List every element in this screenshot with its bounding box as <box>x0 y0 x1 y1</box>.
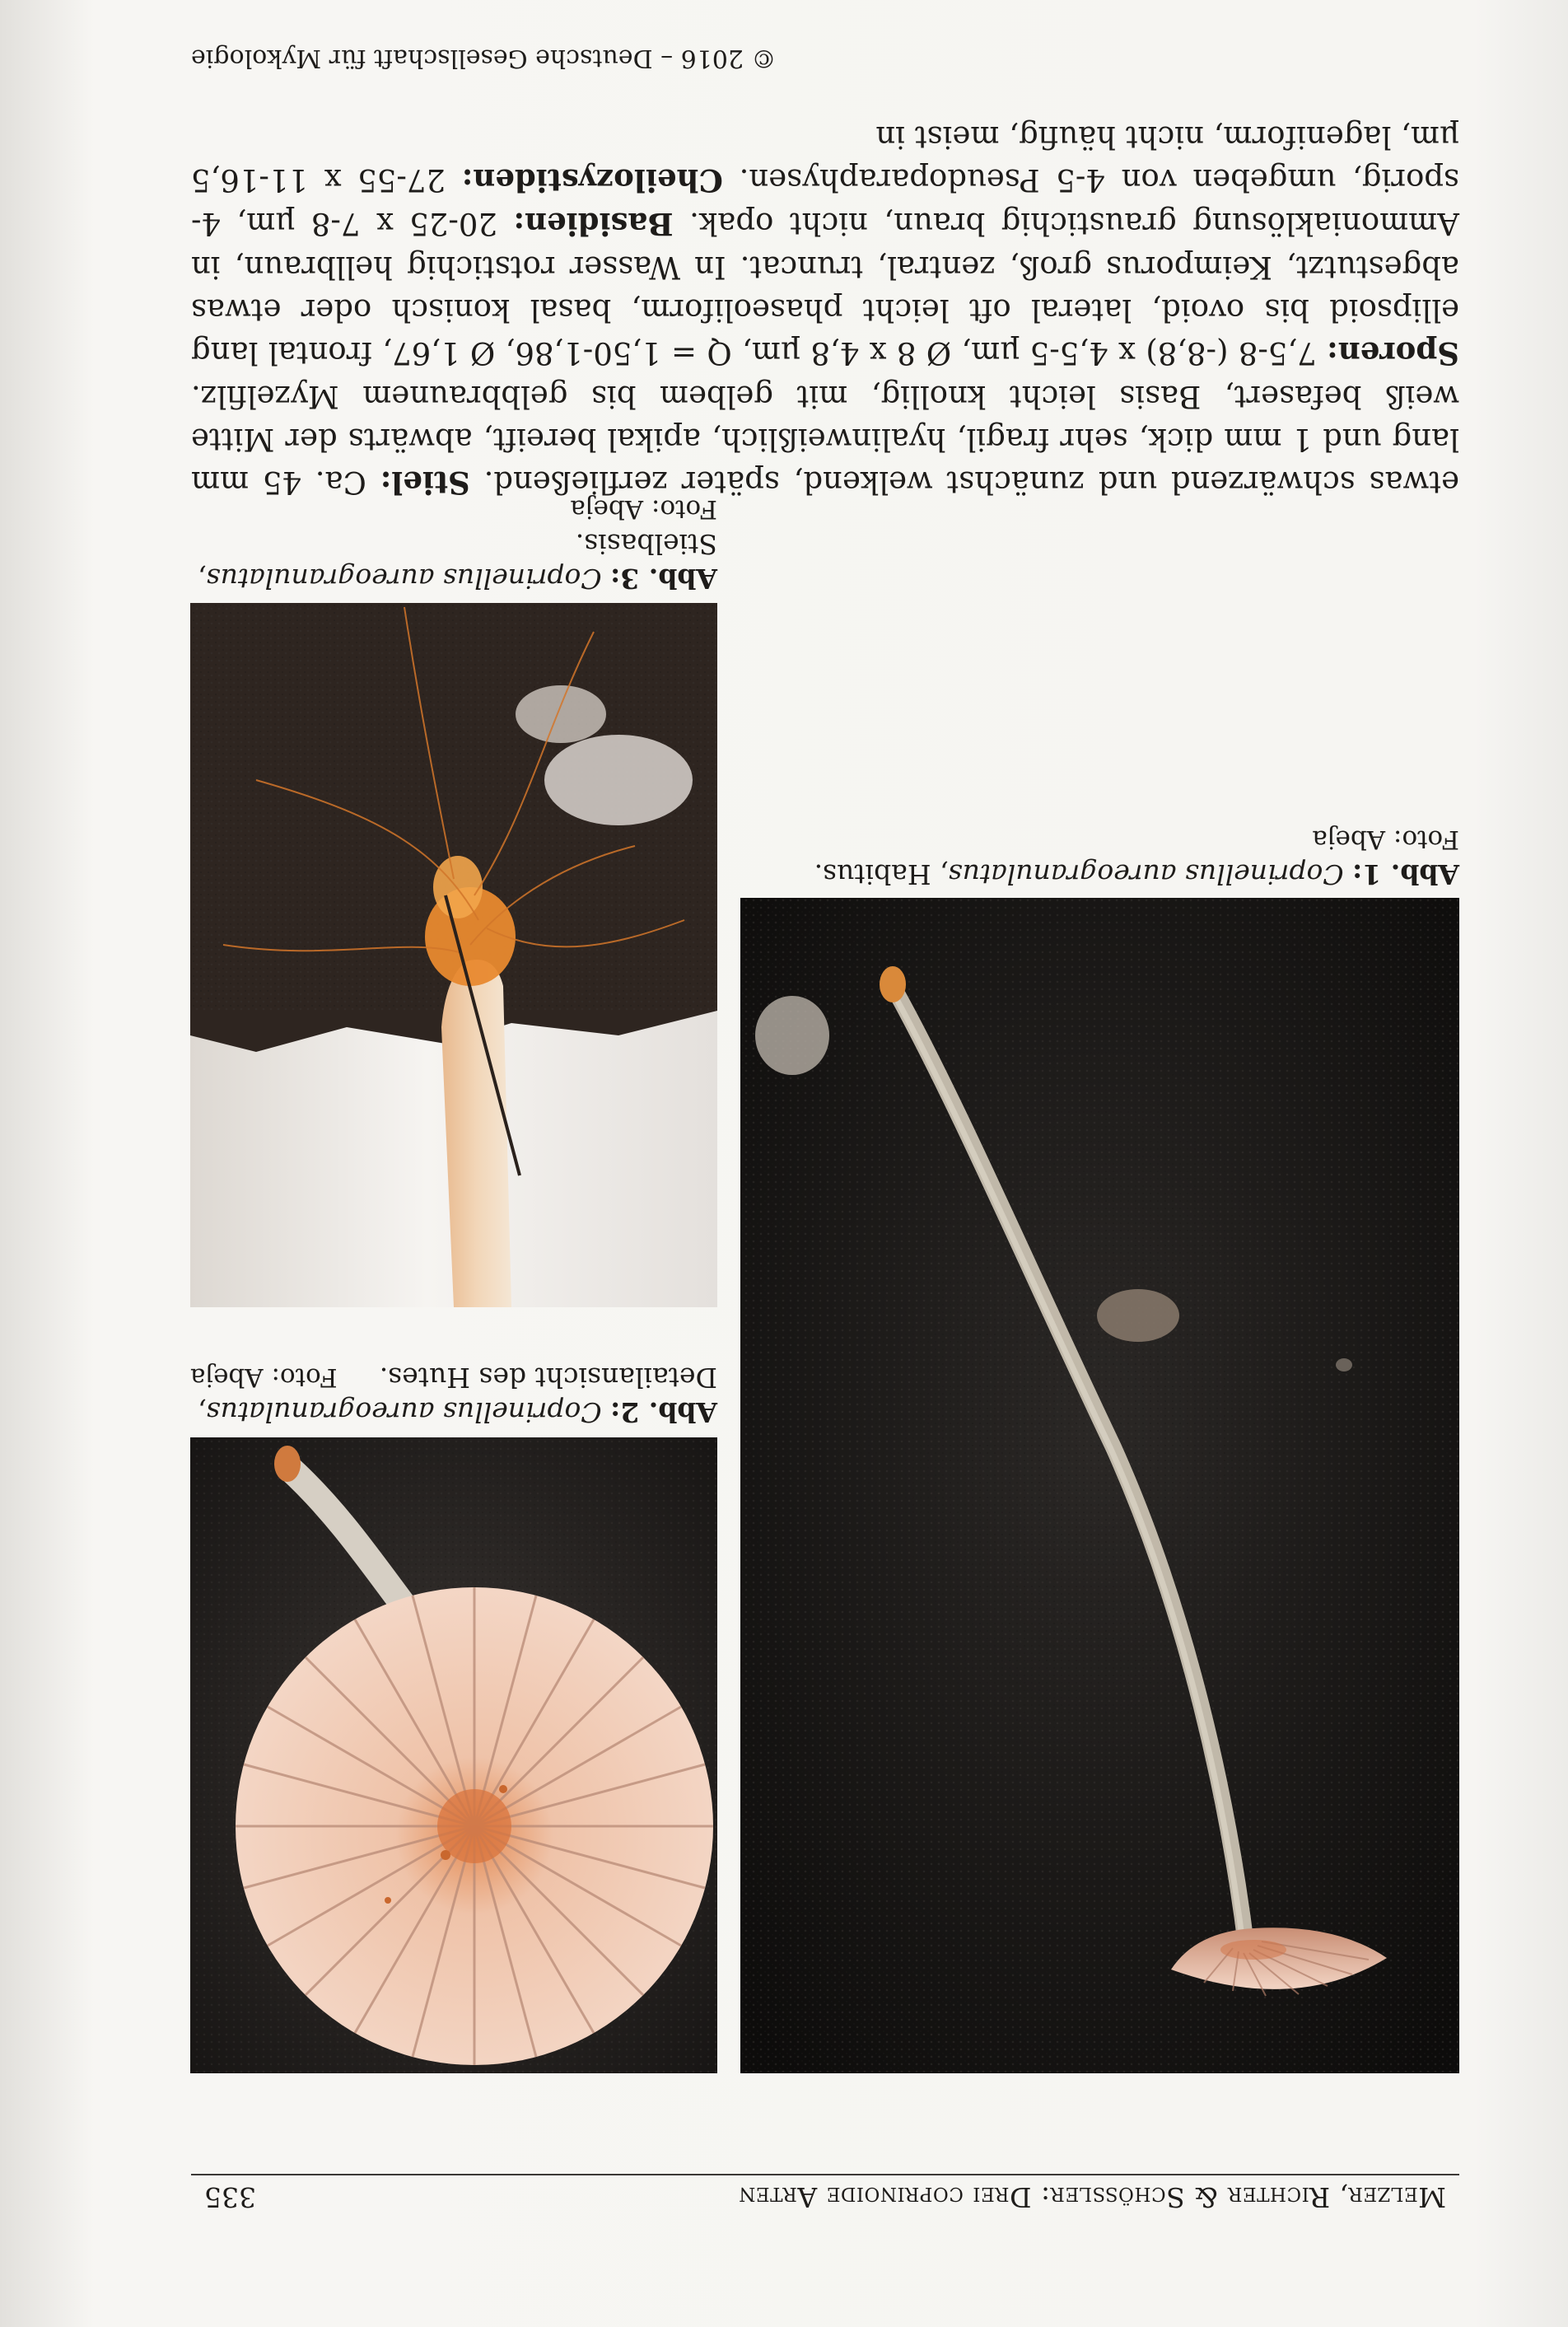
photo-habitus <box>740 898 1459 2073</box>
photo-credit: Foto: Abeja <box>190 1362 338 1392</box>
running-header <box>191 2174 1459 2218</box>
figure-caption-1 <box>740 822 1459 891</box>
page-number: 335 <box>204 2181 256 2213</box>
figure-description: , Habitus. <box>814 858 949 890</box>
body-lead: etwas schwärzend und zunächst welkend, später zerfließend. <box>483 465 1459 500</box>
figure-label: Abb. 1: <box>1352 858 1459 890</box>
photo-credit: Foto: Abeja <box>1312 825 1459 854</box>
figure-label: Abb. 2: <box>610 1396 717 1428</box>
cheilozystiden-description: 27-55 x 11-16,5 µm, lageniform, nicht häufig, meist in <box>191 119 1459 198</box>
photo-stem-base <box>190 603 717 1307</box>
basidien-description: 20-25 x 7-8 µm, 4-sporig, umgeben von 4-5 Pseudoparaphysen. <box>190 162 1459 241</box>
stiel-description: Ca. 45 mm lang und 1 mm dick, sehr fragil, hyalinweißlich, apikal bereift, abwärts der Mitte weiß befasert, Basis leicht knollig, mit gelbem bis gelbbraunem Myzelfilz. <box>191 379 1459 500</box>
figure-caption-3 <box>190 492 717 596</box>
figure-label: Abb. 3: <box>610 563 717 595</box>
photo-credit: Foto: Abeja <box>570 494 717 524</box>
term-basidien: Basidien: <box>513 206 674 242</box>
body-text <box>191 115 1459 504</box>
term-cheilozystiden: Cheilozystiden: <box>461 162 723 199</box>
running-title: Melzer, Richter & Schößler: Drei coprinoide Arten <box>738 2181 1446 2213</box>
mushroom-stem-base-image <box>190 603 717 1307</box>
copyright-footer: © 2016 – Deutsche Gesellschaft für Mykologie <box>191 44 777 72</box>
figure-description: , Stielbasis. <box>198 528 717 595</box>
mushroom-cap-image <box>190 1437 717 2073</box>
photo-cap-detail <box>190 1437 717 2073</box>
mushroom-habitus-image <box>740 898 1459 2073</box>
species-name: Coprinellus aureogranulatus <box>206 1396 602 1428</box>
species-name: Coprinellus aureogranulatus <box>948 858 1344 890</box>
sporen-description: 7,5-8 (-8,8) x 4,5-5 µm, Ø 8 x 4,8 µm, Q = 1,50-1,86, Ø 1,67, frontal lang ellipsoid bis ovoid, lateral oft leicht phaseoliform, basal konisch oder etwas abgestutzt, Keimporus groß, zentral, truncat. In Wasser rotstichig hellbraun, in Ammoniaklösung graustichig braun, nicht opak. <box>191 206 1459 371</box>
figure-caption-2 <box>190 1360 717 1429</box>
term-stiel: Stiel: <box>380 465 470 501</box>
figure-description: Detailansicht des Hutes. <box>379 1362 717 1394</box>
figure-description: , <box>198 1396 207 1428</box>
term-sporen: Sporen: <box>1327 335 1459 371</box>
species-name: Coprinellus aureogranulatus <box>206 563 602 595</box>
